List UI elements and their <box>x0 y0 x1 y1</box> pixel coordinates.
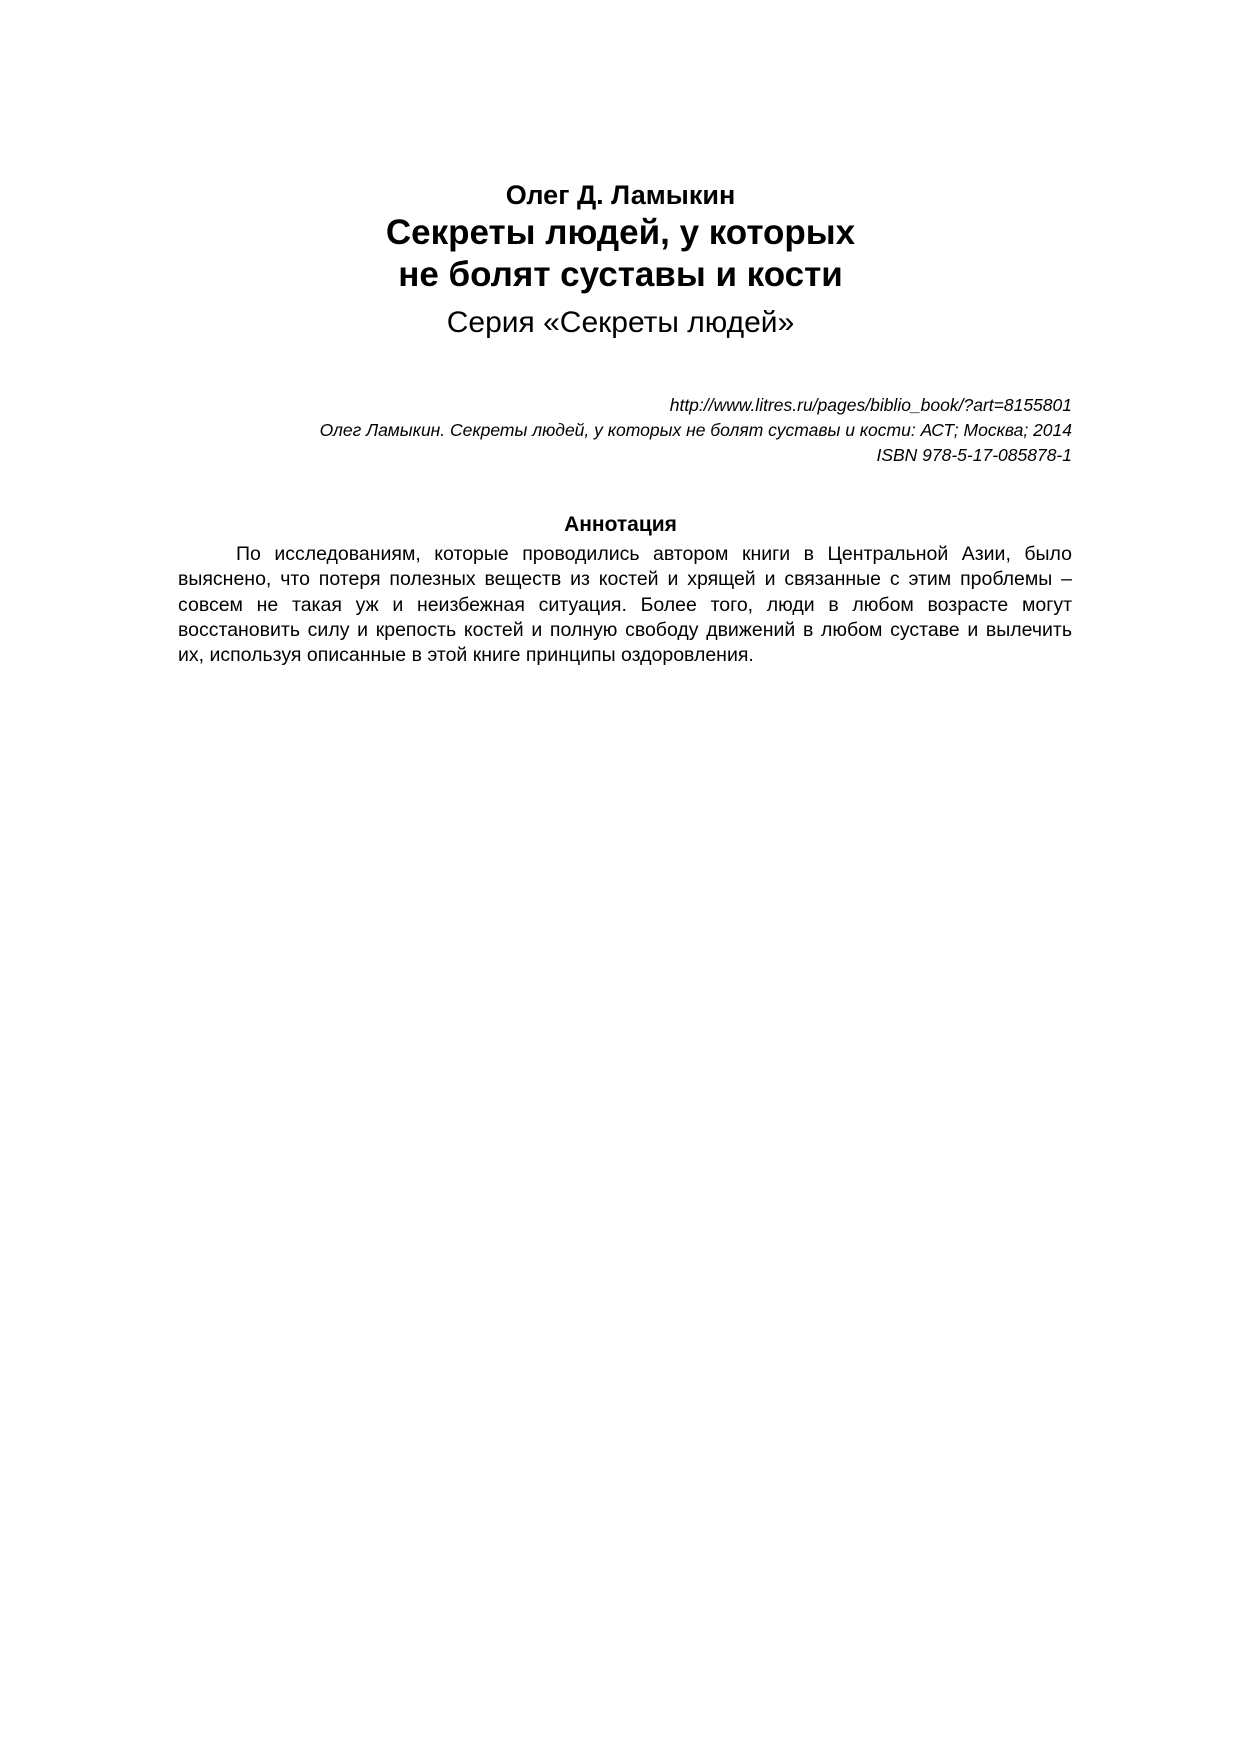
annotation-heading: Аннотация <box>564 513 677 536</box>
book-title <box>0 212 1241 296</box>
book-author: Олег Д. Ламыкин <box>505 180 736 210</box>
source-url: http://www.litres.ru/pages/biblio_book/?art=8155801 <box>669 395 1072 415</box>
title-line-2: не болят суставы и кости <box>398 255 843 294</box>
annotation-text: По исследованиям, которые проводились автором книги в Центральной Азии, было выяснено, что потеря полезных веществ из костей и хрящей и связанные с этим проблемы – совсем не такая уж и неизбежная ситуация. Более того, люди в любом возрасте могут восстановить силу и крепость костей и полную свободу движений в любом суставе и вылечить их, используя описанные в этой книге принципы оздоровления. <box>178 543 1072 667</box>
bibliographic-info <box>178 393 1072 468</box>
citation: Олег Ламыкин. Секреты людей, у которых не болят суставы и кости: АСТ; Москва; 2014 <box>319 420 1072 440</box>
title-line-1: Секреты людей, у которых <box>385 213 856 252</box>
book-series: Серия «Секреты людей» <box>446 306 795 339</box>
isbn: ISBN 978-5-17-085878-1 <box>876 445 1072 465</box>
